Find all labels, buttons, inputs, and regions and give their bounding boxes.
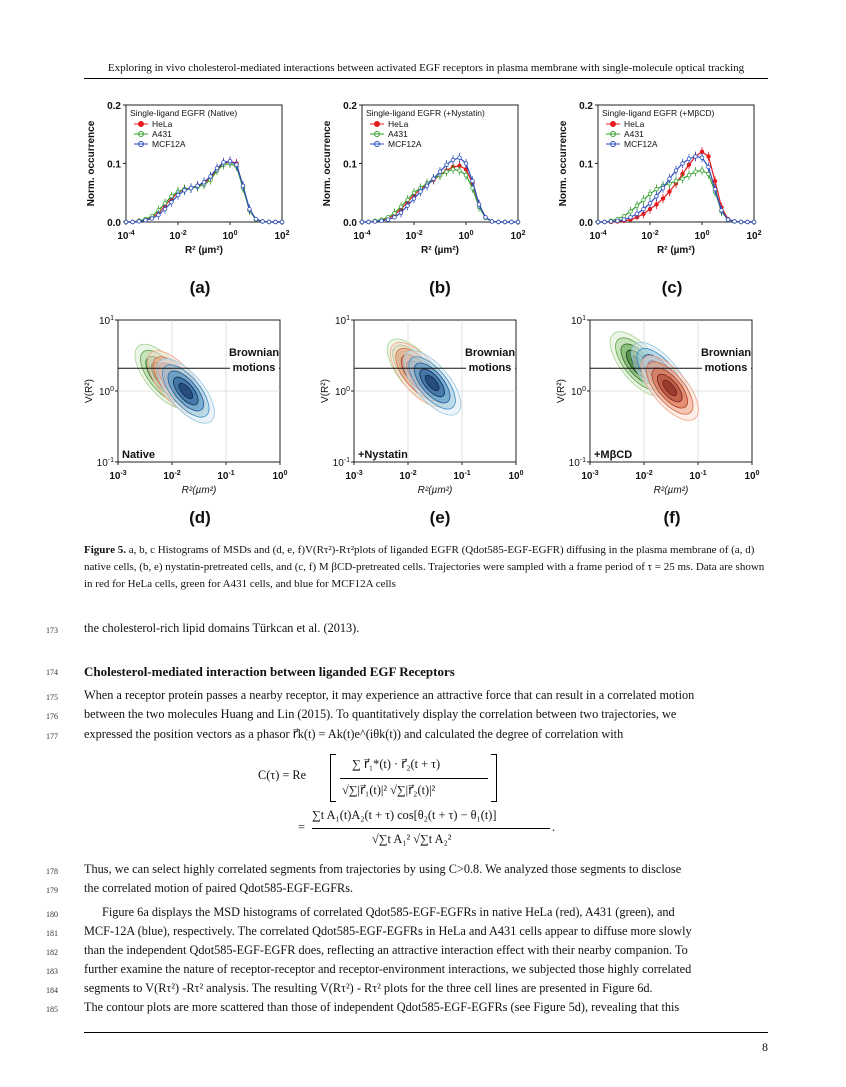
x-tick-label: $10^{-3}$ xyxy=(581,470,599,482)
x-tick-label: $10^{-2}$ xyxy=(169,230,187,242)
x-tick-label: $10^2$ xyxy=(274,230,290,242)
data-point xyxy=(655,203,659,207)
data-point xyxy=(687,173,691,177)
data-point xyxy=(267,220,271,224)
y-axis-label: Norm. occurrence xyxy=(558,120,569,207)
y-tick-label: $10^1$ xyxy=(98,315,114,327)
brownian-label: motions xyxy=(704,362,748,374)
data-point xyxy=(648,201,652,205)
x-tick-label: $10^{-3}$ xyxy=(345,470,363,482)
brownian-label: Brownian xyxy=(700,347,752,359)
data-point xyxy=(235,163,239,167)
footer-rule xyxy=(84,1032,768,1033)
y-tick-label: 0.0 xyxy=(107,218,121,229)
data-point xyxy=(694,155,698,159)
data-point xyxy=(681,162,685,166)
y-tick-label: 0.2 xyxy=(343,101,357,112)
caption-label: Figure 5. xyxy=(84,544,126,556)
series-line-mcf12a xyxy=(126,161,282,222)
bracket-right xyxy=(491,754,497,802)
y-axis-label: V(R²) xyxy=(556,379,567,403)
condition-label: Native xyxy=(122,449,156,461)
equation-numerator-1: ∑ r⃗₁*(t) · r⃗₂(t + τ) xyxy=(352,757,441,771)
y-tick-label: 0.0 xyxy=(343,218,357,229)
y-tick-label: 0.2 xyxy=(107,101,121,112)
y-tick-label: $10^{-1}$ xyxy=(332,457,350,469)
legend-marker xyxy=(611,122,616,127)
x-tick-label: $10^2$ xyxy=(746,230,762,242)
data-point xyxy=(176,193,180,197)
data-point xyxy=(373,220,377,224)
equation-period: . xyxy=(552,820,556,834)
series-line-a431 xyxy=(126,164,282,223)
data-point xyxy=(412,197,416,201)
y-axis-label: V(R²) xyxy=(84,379,95,403)
data-point xyxy=(681,177,685,181)
y-tick-label: 0.2 xyxy=(579,101,593,112)
data-point xyxy=(503,220,507,224)
data-point xyxy=(629,210,633,214)
data-point xyxy=(510,220,514,224)
data-point xyxy=(516,220,520,224)
data-point xyxy=(406,204,410,208)
line-number: 179 xyxy=(46,886,58,895)
data-point xyxy=(189,186,193,190)
legend-label-hela: HeLa xyxy=(388,119,409,129)
data-point xyxy=(399,211,403,215)
equation-lhs: C(τ) = Re xyxy=(258,768,307,782)
data-point xyxy=(661,197,665,201)
data-point xyxy=(458,169,462,173)
line-number: 185 xyxy=(46,1005,58,1014)
data-point xyxy=(497,220,501,224)
line-number: 183 xyxy=(46,967,58,976)
data-point xyxy=(674,179,678,183)
data-point xyxy=(661,186,665,190)
y-tick-label: 0.1 xyxy=(343,159,357,171)
x-tick-label: $10^2$ xyxy=(510,230,526,242)
histogram-panel-c xyxy=(554,95,784,275)
data-point xyxy=(629,216,633,220)
data-point xyxy=(215,166,219,170)
x-tick-label: $10^{-1}$ xyxy=(453,470,471,482)
panel-label-f: (f) xyxy=(663,508,681,527)
brownian-label: motions xyxy=(232,362,276,374)
x-tick-label: $10^0$ xyxy=(508,470,524,482)
data-point xyxy=(432,177,436,181)
data-point xyxy=(464,162,468,166)
data-point xyxy=(451,168,455,172)
x-axis-label: R²(µm²) xyxy=(181,485,217,496)
data-point xyxy=(668,177,672,181)
x-tick-label: $10^0$ xyxy=(694,230,710,242)
line-number: 173 xyxy=(46,626,58,635)
x-axis-label: R²(µm²) xyxy=(417,485,453,496)
body-line: than the independent Qdot585-EGF-EGFR does, reflecting an attractive interaction effect with their nearby companion. To xyxy=(84,943,688,957)
legend-label-a431: A431 xyxy=(388,129,408,139)
x-tick-label: $10^{-1}$ xyxy=(689,470,707,482)
contour-panel-d xyxy=(82,312,312,504)
section-heading: Cholesterol-mediated interaction between liganded EGF Receptors xyxy=(84,664,455,679)
data-point xyxy=(202,180,206,184)
data-point xyxy=(464,173,468,177)
data-point xyxy=(655,187,659,191)
data-point xyxy=(739,220,743,224)
data-point xyxy=(261,220,265,224)
plot-frame xyxy=(598,105,754,222)
data-point xyxy=(484,216,488,220)
body-line: segments to V(Rτ²) -Rτ² analysis. The resulting V(Rτ²) - Rτ² plots for the three cell lines are presented in Figure 6d. xyxy=(84,981,653,995)
y-tick-label: $10^1$ xyxy=(570,315,586,327)
body-line: further examine the nature of receptor-receptor and receptor-environment interactions, we subjected those highly correlated xyxy=(84,962,692,976)
bracket-left xyxy=(330,754,336,802)
data-point xyxy=(458,156,462,160)
data-point xyxy=(700,169,704,173)
data-point xyxy=(713,179,717,183)
contour-panel-f xyxy=(554,312,784,504)
line-number: 174 xyxy=(46,668,58,677)
data-point xyxy=(144,218,148,222)
legend-label-mcf12a: MCF12A xyxy=(152,139,186,149)
y-tick-label: 0.1 xyxy=(107,159,121,171)
panel-label-b: (b) xyxy=(429,278,451,297)
data-point xyxy=(687,157,691,161)
line-number: 181 xyxy=(46,929,58,938)
data-point xyxy=(124,220,128,224)
body-line: When a receptor protein passes a nearby receptor, it may experience an attractive force that can result in a correlated motion xyxy=(84,688,695,702)
y-tick-label: $10^1$ xyxy=(334,315,350,327)
panel-label-e: (e) xyxy=(429,508,451,527)
equation-denominator-1: √∑|r⃗₁(t)|² √∑|r⃗₂(t)|² xyxy=(342,783,436,797)
page-number: 8 xyxy=(762,1040,768,1054)
data-point xyxy=(367,220,371,224)
condition-label: +MβCD xyxy=(594,449,633,461)
legend-title: Single-ligand EGFR (+MβCD) xyxy=(602,108,715,118)
x-axis-label: R² (µm²) xyxy=(657,245,695,256)
data-point xyxy=(674,169,678,173)
data-point xyxy=(248,207,252,211)
data-point xyxy=(445,170,449,174)
equation-equals: = xyxy=(298,820,305,834)
y-tick-label: $10^0$ xyxy=(570,386,586,398)
data-point xyxy=(241,184,245,188)
body-line: expressed the position vectors as a phasor r⃗k(t) = Ak(t)e^(iθk(t)) and calculated the degree of correlation with xyxy=(84,727,624,741)
y-tick-label: 0.0 xyxy=(579,218,593,229)
y-tick-label: $10^{-1}$ xyxy=(96,457,114,469)
data-point xyxy=(616,219,620,223)
legend-label-a431: A431 xyxy=(624,129,644,139)
y-axis-label: Norm. occurrence xyxy=(86,120,97,207)
line-number: 177 xyxy=(46,732,58,741)
data-point xyxy=(655,194,659,198)
x-tick-label: $10^{-1}$ xyxy=(217,470,235,482)
body-line: Thus, we can select highly correlated segments from trajectories by using C>0.8. We analyzed those segments to disclose xyxy=(84,862,682,876)
caption-text: a, b, c Histograms of MSDs and (d, e, f)V(Rτ²)-Rτ²plots of liganded EGFR (Qdot585-EGF-EGFR) diffusing in the plasma membrane of (a, d) native cells, (b, e) nystatin-pretreated cells, and (c, f) M βCD-pretreated cells. Trajectories were sampled with a frame period of τ = 25 ms. Data are shown in red for HeLa cells, green for A431 cells, and blue for MCF12A cells xyxy=(84,544,765,590)
legend-label-a431: A431 xyxy=(152,129,172,139)
data-point xyxy=(733,220,737,224)
body-line: between the two molecules Huang and Lin (2015). To quantitatively display the correlation between two trajectories, we xyxy=(84,707,677,721)
x-axis-label: R²(µm²) xyxy=(653,485,689,496)
data-point xyxy=(163,207,167,211)
data-point xyxy=(170,200,174,204)
body-line: the correlated motion of paired Qdot585-EGF-EGFRs. xyxy=(84,881,354,895)
data-point xyxy=(438,170,442,174)
data-point xyxy=(746,220,750,224)
data-point xyxy=(451,158,455,162)
fraction-bar xyxy=(340,778,488,779)
data-point xyxy=(254,217,258,221)
data-point xyxy=(425,184,429,188)
data-point xyxy=(596,220,600,224)
x-tick-label: $10^{-4}$ xyxy=(353,230,371,242)
legend-label-mcf12a: MCF12A xyxy=(388,139,422,149)
fraction-bar xyxy=(312,828,550,829)
data-point xyxy=(393,216,397,220)
data-point xyxy=(280,220,284,224)
body-line: Figure 6a displays the MSD histograms of correlated Qdot585-EGF-EGFRs in native HeLa (red), A431 (green), and xyxy=(102,905,675,919)
data-point xyxy=(209,175,213,179)
legend-label-hela: HeLa xyxy=(624,119,645,129)
data-point xyxy=(150,217,154,221)
y-axis-label: Norm. occurrence xyxy=(322,120,333,207)
legend-title: Single-ligand EGFR (+Nystatin) xyxy=(366,108,485,118)
data-point xyxy=(635,204,639,208)
data-point xyxy=(222,161,226,165)
x-tick-label: $10^0$ xyxy=(744,470,760,482)
data-point xyxy=(642,207,646,211)
data-point xyxy=(707,165,711,169)
data-point xyxy=(183,189,187,193)
brownian-label: Brownian xyxy=(464,347,516,359)
x-axis-label: R² (µm²) xyxy=(185,245,223,256)
line-number: 178 xyxy=(46,867,58,876)
plot-frame xyxy=(362,105,518,222)
data-point xyxy=(603,220,607,224)
legend-label-hela: HeLa xyxy=(152,119,173,129)
data-point xyxy=(694,170,698,174)
body-line: MCF-12A (blue), respectively. The correlated Qdot585-EGF-EGFRs in HeLa and A431 cells appear to diffuse more slowly xyxy=(84,924,692,938)
data-point xyxy=(419,190,423,194)
data-point xyxy=(668,190,672,194)
x-tick-label: $10^{-2}$ xyxy=(405,230,423,242)
y-axis-label: V(R²) xyxy=(320,379,331,403)
data-point xyxy=(360,220,364,224)
x-tick-label: $10^0$ xyxy=(458,230,474,242)
contour-panel-e xyxy=(318,312,548,504)
data-point xyxy=(752,220,756,224)
y-tick-label: $10^0$ xyxy=(334,386,350,398)
histogram-panel-a xyxy=(82,95,312,275)
data-point xyxy=(228,159,232,163)
equation-numerator-2: ∑t A₁(t)A₂(t + τ) cos[θ₂(t + τ) − θ₁(t)] xyxy=(312,808,497,822)
panel-label-a: (a) xyxy=(189,278,211,297)
data-point xyxy=(490,220,494,224)
line-number: 184 xyxy=(46,986,58,995)
data-point xyxy=(386,218,390,222)
running-header: Exploring in vivo cholesterol-mediated interactions between activated EGF receptors in plasma membrane with single-molecule optical tracking xyxy=(107,62,745,74)
figure-caption xyxy=(84,542,770,593)
legend-label-mcf12a: MCF12A xyxy=(624,139,658,149)
data-point xyxy=(157,213,161,217)
panel-label-d: (d) xyxy=(189,508,211,527)
x-tick-label: $10^{-2}$ xyxy=(635,470,653,482)
x-tick-label: $10^{-2}$ xyxy=(641,230,659,242)
data-point xyxy=(137,220,141,224)
series-line-hela xyxy=(126,161,282,222)
x-axis-label: R² (µm²) xyxy=(421,245,459,256)
brownian-label: motions xyxy=(468,362,512,374)
header-rule xyxy=(84,78,768,79)
equation-denominator-2: √∑t A₁² √∑t A₂² xyxy=(372,832,452,846)
x-tick-label: $10^{-4}$ xyxy=(117,230,135,242)
line-number: 176 xyxy=(46,712,58,721)
y-tick-label: $10^{-1}$ xyxy=(568,457,586,469)
legend-title: Single-ligand EGFR (Native) xyxy=(130,108,238,118)
data-point xyxy=(471,179,475,183)
x-tick-label: $10^{-4}$ xyxy=(589,230,607,242)
data-point xyxy=(707,155,711,159)
panel-label-c: (c) xyxy=(661,278,683,297)
x-tick-label: $10^0$ xyxy=(272,470,288,482)
data-point xyxy=(131,220,135,224)
body-line: the cholesterol-rich lipid domains Türkcan et al. (2013). xyxy=(84,621,360,635)
x-tick-label: $10^{-2}$ xyxy=(399,470,417,482)
data-point xyxy=(196,184,200,188)
data-point xyxy=(700,156,704,160)
data-point xyxy=(713,187,717,191)
histogram-panel-b xyxy=(318,95,548,275)
body-line: The contour plots are more scattered than those of independent Qdot585-EGF-EGFRs (see Figure 5d), revealing that this xyxy=(84,1000,680,1014)
data-point xyxy=(642,198,646,202)
data-point xyxy=(445,163,449,167)
y-tick-label: 0.1 xyxy=(579,159,593,171)
x-tick-label: $10^{-3}$ xyxy=(109,470,127,482)
line-number: 182 xyxy=(46,948,58,957)
data-point xyxy=(726,218,730,222)
data-point xyxy=(635,212,639,216)
plot-frame xyxy=(126,105,282,222)
data-point xyxy=(720,209,724,213)
data-point xyxy=(393,211,397,215)
x-tick-label: $10^0$ xyxy=(222,230,238,242)
data-point xyxy=(648,192,652,196)
data-point xyxy=(380,219,384,223)
condition-label: +Nystatin xyxy=(358,449,408,461)
data-point xyxy=(274,220,278,224)
data-point xyxy=(609,220,613,224)
data-point xyxy=(477,203,481,207)
line-number: 180 xyxy=(46,910,58,919)
legend-marker xyxy=(139,122,144,127)
x-tick-label: $10^{-2}$ xyxy=(163,470,181,482)
data-point xyxy=(622,214,626,218)
data-point xyxy=(622,218,626,222)
y-tick-label: $10^0$ xyxy=(98,386,114,398)
brownian-label: Brownian xyxy=(228,347,280,359)
legend-marker xyxy=(375,122,380,127)
line-number: 175 xyxy=(46,693,58,702)
